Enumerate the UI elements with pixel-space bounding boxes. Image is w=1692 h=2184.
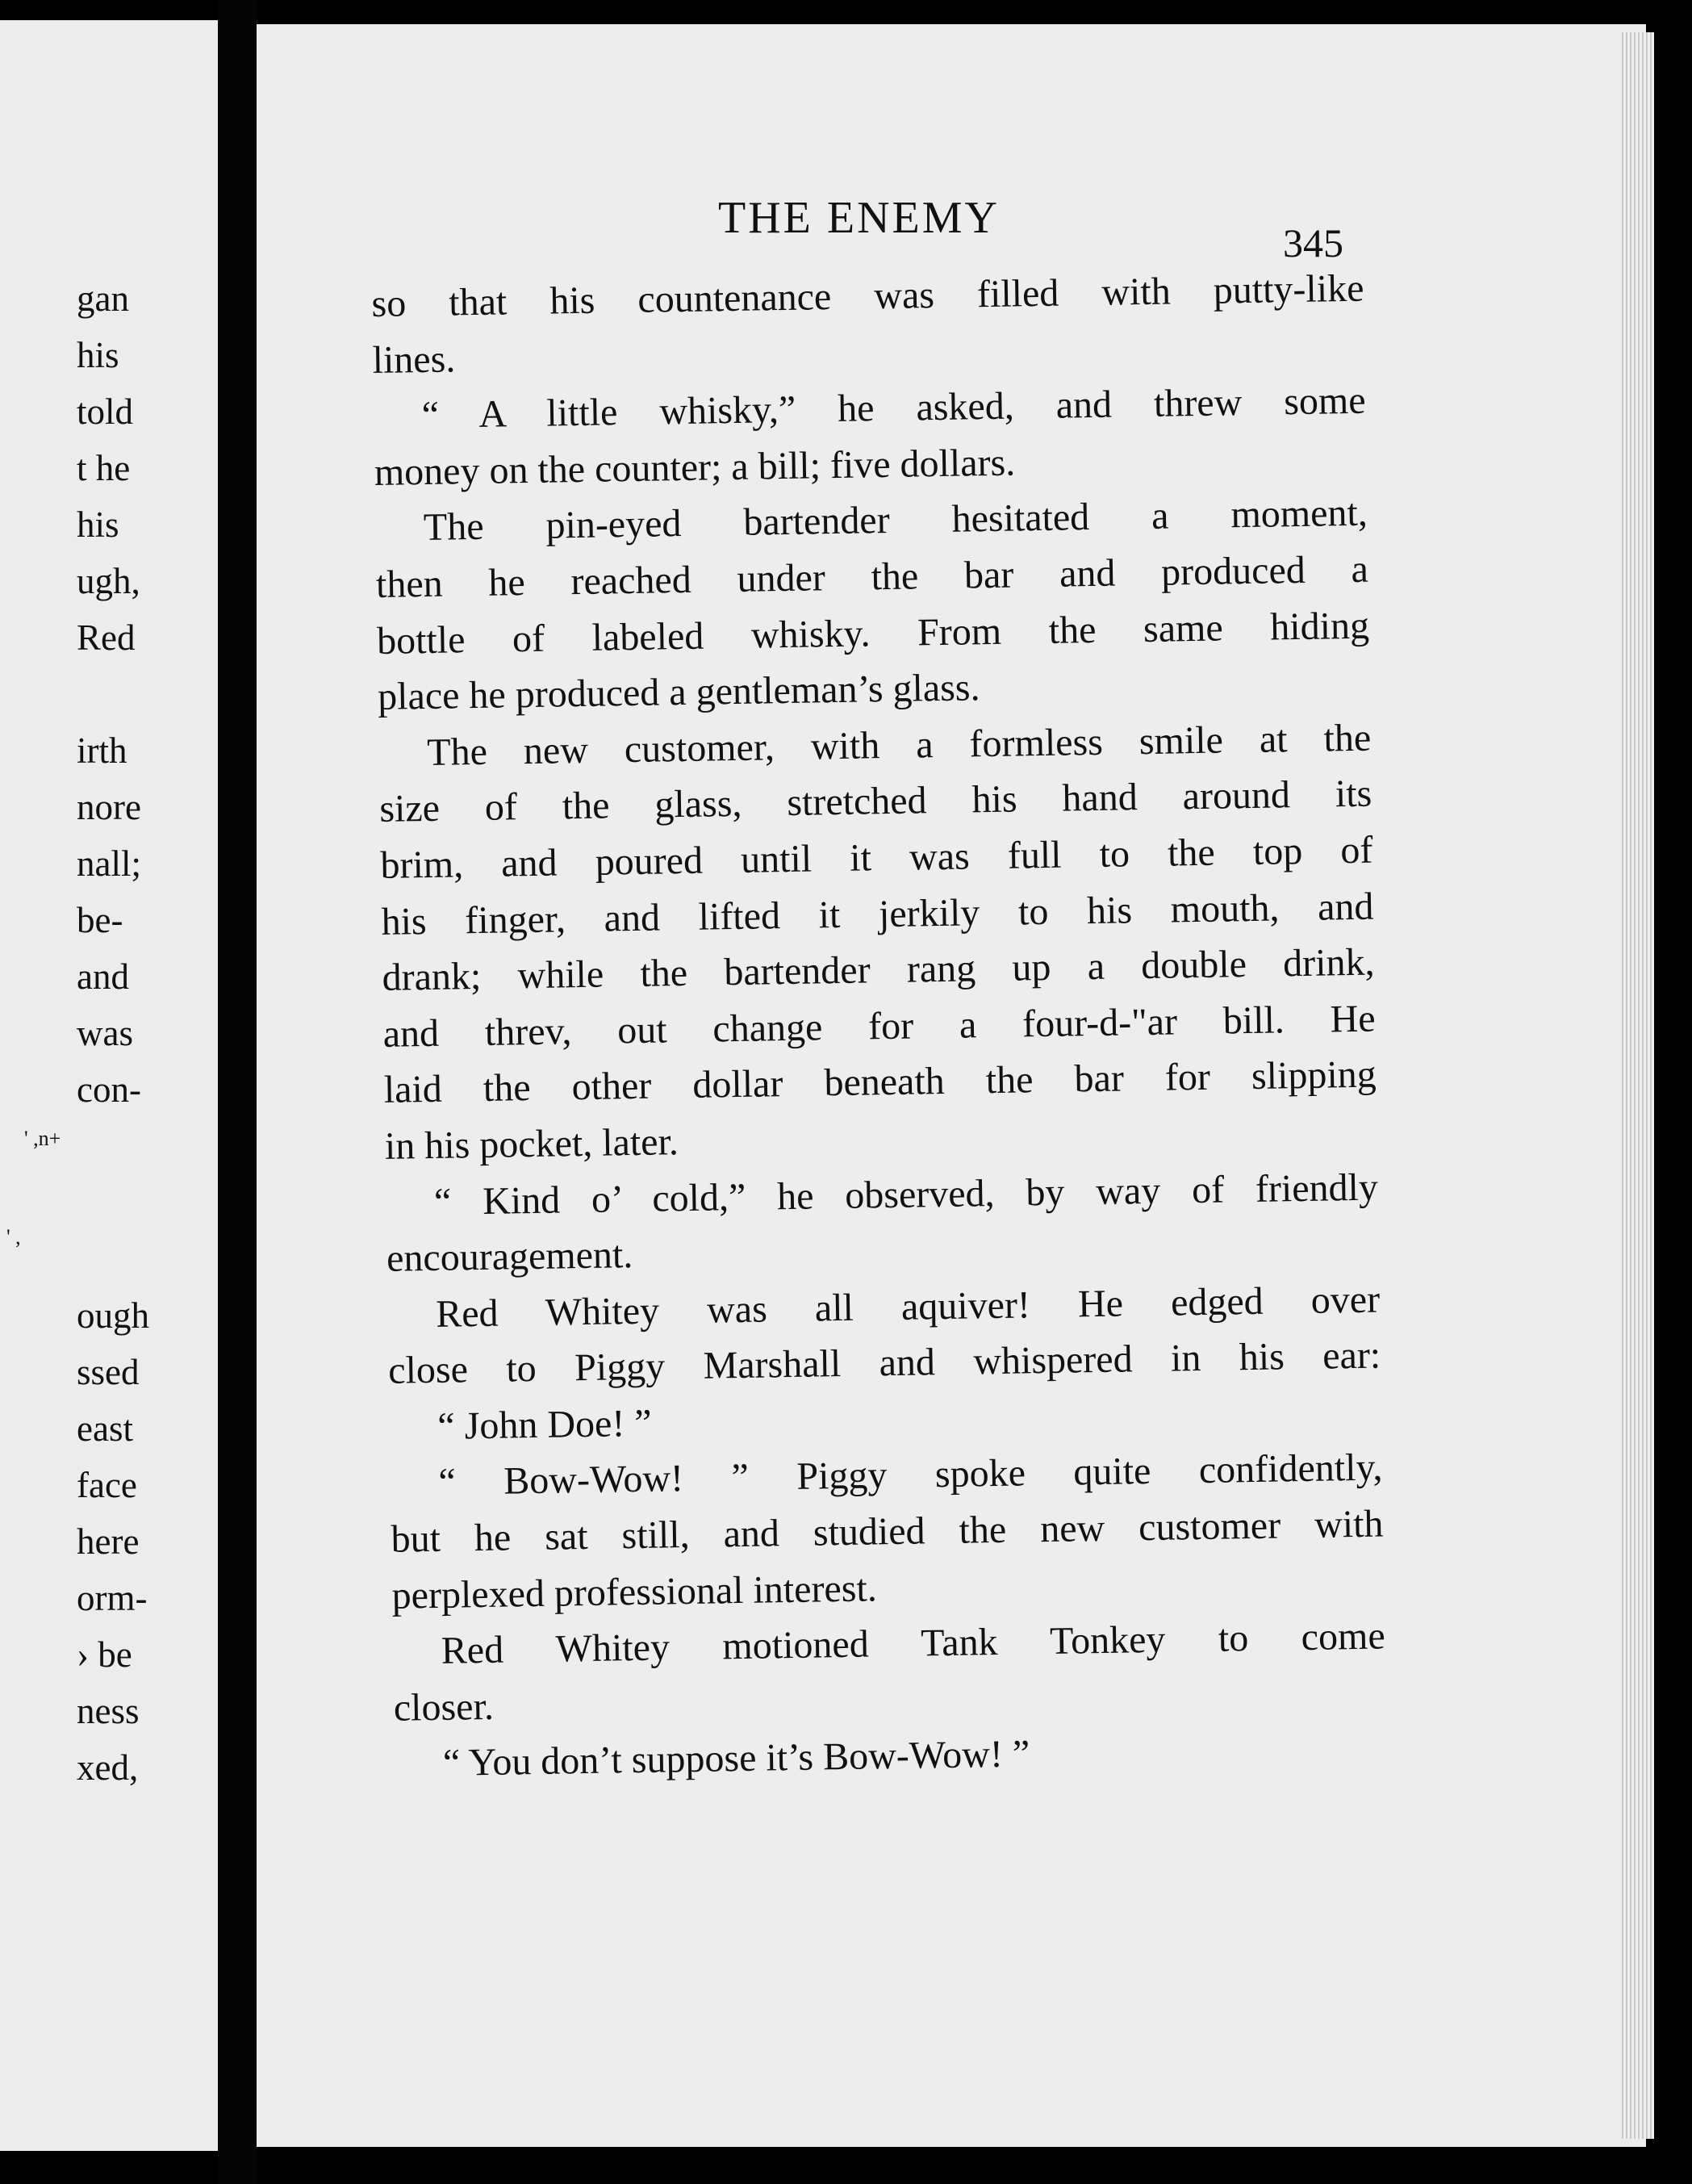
left-page-fragment: his <box>77 335 119 375</box>
left-page-fragment: nall; <box>77 843 141 884</box>
book-gutter <box>218 0 257 2184</box>
left-page-fragment: be- <box>77 900 123 940</box>
left-page-fragment: irth <box>77 730 127 771</box>
left-page-fragment: ough <box>77 1295 149 1336</box>
body-text <box>371 261 1387 1793</box>
left-page-fragment: Red <box>77 617 136 658</box>
text-line: his finger, and lifted it jerkily to his mouth, and <box>381 885 1374 943</box>
text-line: brim, and poured until it was full to the top of <box>380 828 1373 887</box>
text-line: “ Bow-Wow! ” Piggy spoke quite confidently, <box>438 1446 1383 1504</box>
left-page-fragment: and <box>77 956 129 997</box>
text-line: bottle of labeled whisky. From the same hiding <box>376 604 1370 663</box>
page-edge <box>1622 32 1654 2139</box>
left-page-fragment: gan <box>77 278 129 319</box>
text-line: then he reached under the bar and produced a <box>375 547 1369 606</box>
left-page-fragment: told <box>77 391 134 432</box>
page-number: 345 <box>1283 220 1343 266</box>
text-line: money on the counter; a bill; five dollars. <box>374 441 1016 494</box>
left-page-fragment: his <box>77 504 119 545</box>
left-page-fragment: ' , <box>6 1225 21 1249</box>
text-line: perplexed professional interest. <box>391 1567 878 1617</box>
text-line: but he sat still, and studied the new customer with <box>391 1502 1384 1561</box>
text-line: “ Kind o’ cold,” he observed, by way of friendly <box>433 1165 1379 1224</box>
running-head: THE ENEMY <box>718 193 1000 243</box>
left-page <box>0 20 218 2151</box>
text-line: close to Piggy Marshall and whispered in his ear: <box>387 1333 1381 1393</box>
left-page-fragment: › be <box>77 1634 132 1675</box>
scan-blemish <box>184 2084 208 2118</box>
left-page-fragment: face <box>77 1465 137 1505</box>
text-line: and threv, out change for a four-d-"ar bill. He <box>382 997 1377 1056</box>
left-page-fragment: ness <box>77 1691 140 1731</box>
text-line: closer. <box>393 1684 495 1730</box>
left-page-fragment: east <box>77 1408 133 1449</box>
left-page-fragment: t he <box>77 448 131 488</box>
text-line: in his pocket, later. <box>384 1120 679 1168</box>
left-page-fragment: ssed <box>77 1352 140 1392</box>
text-line: lines. <box>372 337 456 382</box>
left-page-fragment: was <box>77 1013 133 1053</box>
left-page-fragment: con- <box>77 1069 141 1110</box>
text-line: The pin-eyed bartender hesitated a moment, <box>423 492 1368 550</box>
text-line: place he produced a gentleman’s glass. <box>377 666 980 719</box>
left-page-fragment: ' ,n+ <box>24 1127 61 1150</box>
text-line: “ John Doe! ” <box>437 1401 653 1448</box>
left-page-fragment: orm- <box>77 1578 148 1618</box>
text-line: drank; while the bartender rang up a double drink, <box>382 940 1375 1000</box>
text-line: The new customer, with a formless smile at the <box>426 716 1372 774</box>
text-line: Red Whitey was all aquiver! He edged over <box>435 1278 1381 1336</box>
text-line: “ You don’t suppose it’s Bow-Wow! ” <box>442 1732 1030 1785</box>
left-page-fragment: xed, <box>77 1747 139 1788</box>
text-line: laid the other dollar beneath the bar for slipping <box>383 1052 1377 1112</box>
text-line: size of the glass, stretched his hand around its <box>378 772 1372 831</box>
left-page-fragment: here <box>77 1521 140 1562</box>
left-page-fragment: nore <box>77 787 141 827</box>
text-line: “ A little whisky,” he asked, and threw some <box>421 379 1366 437</box>
left-page-fragment: ugh, <box>77 561 140 601</box>
text-line: Red Whitey motioned Tank Tonkey to come <box>441 1614 1386 1673</box>
text-line: so that his countenance was filled with putty-like <box>371 266 1364 325</box>
text-line: encouragement. <box>386 1233 633 1280</box>
